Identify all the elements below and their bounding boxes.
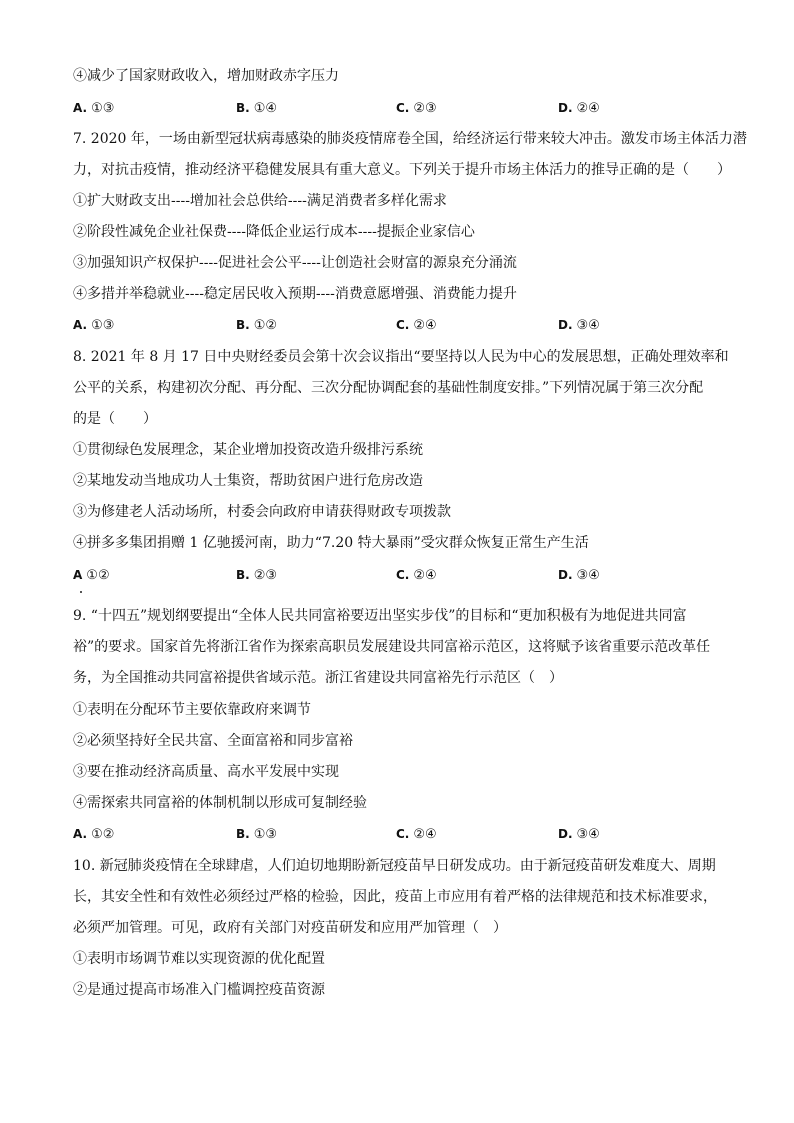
option-a: A. ①③ — [73, 101, 115, 116]
option-d: D. ③④ — [558, 568, 600, 583]
options-q9 — [73, 824, 723, 844]
question-8-text: 8. 2021 年 8 月 17 日中央财经委员会第十次会议指出“要坚持以人民为中心的发展思想，正确处理效率和 — [73, 349, 729, 365]
option-a: A ①② — [73, 568, 110, 583]
statement-4: ④拼多多集团捐赠 1 亿驰援河南，助力“7.20 特大暴雨”受灾群众恢复正常生产生活 — [73, 535, 589, 551]
option-a: A. ①② — [73, 827, 115, 842]
question-10-text: 10. 新冠肺炎疫情在全球肆虐，人们迫切地期盼新冠疫苗早日研发成功。由于新冠疫苗研发难度大、周期 — [73, 858, 716, 874]
option-d: D. ③④ — [558, 318, 600, 333]
question-9-text: 裕”的要求。国家首先将浙江省作为探索高职员发展建设共同富裕示范区，这将赋予该省重要示范改革任 — [73, 639, 711, 655]
statement-2: ②阶段性减免企业社保费----降低企业运行成本----提振企业家信心 — [73, 224, 475, 240]
question-7-text: 力，对抗击疫情，推动经济平稳健发展具有重大意义。下列关于提升市场主体活力的推导正确的是（ ） — [73, 162, 731, 178]
statement-4: ④需探索共同富裕的体制机制以形成可复制经验 — [73, 795, 367, 811]
statement-1: ①扩大财政支出----增加社会总供给----满足消费者多样化需求 — [73, 193, 447, 209]
option-b: B. ①③ — [236, 827, 278, 842]
statement-3: ③加强知识产权保护----促进社会公平----让创造社会财富的源泉充分涌流 — [73, 255, 517, 271]
statement-1: ①贯彻绿色发展理念，某企业增加投资改造升级排污系统 — [73, 442, 423, 458]
question-10-text: 长，其安全性和有效性必须经过严格的检验，因此，疫苗上市应用有着严格的法律规范和技术标准要求， — [73, 889, 717, 905]
question-9-text: 9. “十四五”规划纲要提出“全体人民共同富裕要迈出坚实步伐”的目标和“更加积极有为地促进共同富 — [73, 608, 687, 624]
statement-2: ②是通过提高市场准入门槛调控疫苗资源 — [73, 982, 325, 998]
options-q6 — [73, 98, 723, 118]
option-c: C. ②④ — [396, 318, 437, 333]
question-8-text: 的是（ ） — [73, 411, 157, 427]
statement-1: ①表明市场调节难以实现资源的优化配置 — [73, 951, 325, 967]
statement-4: ④减少了国家财政收入，增加财政赤字压力 — [73, 68, 339, 84]
statement-3: ③为修建老人活动场所，村委会向政府申请获得财政专项拨款 — [73, 504, 451, 520]
option-b: B. ①④ — [236, 101, 278, 116]
option-b: B. ①② — [236, 318, 278, 333]
statement-2: ②必须坚持好全民共富、全面富裕和同步富裕 — [73, 733, 353, 749]
question-8-text: 公平的关系，构建初次分配、再分配、三次分配协调配套的基础性制度安排。”下列情况属于第三次分配 — [73, 380, 704, 396]
option-d: D. ③④ — [558, 827, 600, 842]
statement-2: ②某地发动当地成功人士集资，帮助贫困户进行危房改造 — [73, 473, 423, 489]
option-c: C. ②③ — [396, 101, 437, 116]
option-d: D. ②④ — [558, 101, 600, 116]
option-c: C. ②④ — [396, 827, 437, 842]
statement-1: ①表明在分配环节主要依靠政府来调节 — [73, 702, 311, 718]
question-10-text: 必须严加管理。可见，政府有关部门对疫苗研发和应用严加管理（ ） — [73, 920, 507, 936]
question-7-text: 7. 2020 年，一场由新型冠状病毒感染的肺炎疫情席卷全国，给经济运行带来较大冲击。激发市场主体活力潜 — [73, 131, 747, 147]
option-a: A. ①③ — [73, 318, 115, 333]
options-q7 — [73, 315, 723, 335]
scan-speck — [80, 591, 82, 593]
statement-3: ③要在推动经济高质量、高水平发展中实现 — [73, 764, 339, 780]
statement-4: ④多措并举稳就业----稳定居民收入预期----消费意愿增强、消费能力提升 — [73, 286, 517, 302]
option-c: C. ②④ — [396, 568, 437, 583]
option-b: B. ②③ — [236, 568, 278, 583]
question-9-text: 务，为全国推动共同富裕提供省域示范。浙江省建设共同富裕先行示范区（ ） — [73, 670, 563, 686]
options-q8 — [73, 565, 723, 585]
